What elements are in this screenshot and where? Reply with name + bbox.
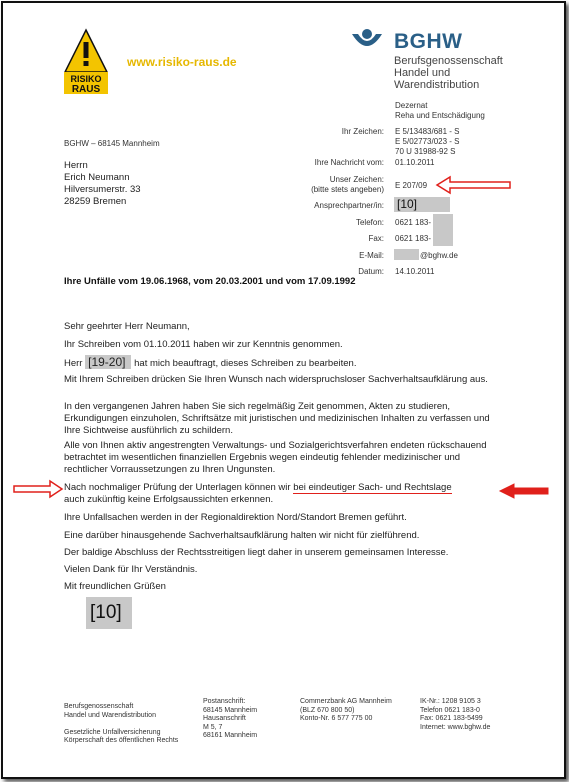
- dept-name: Reha und Entschädigung: [395, 111, 485, 120]
- nachricht-value: 01.10.2011: [395, 158, 435, 167]
- paragraph-8: Eine darüber hinausgehende Sachverhaltsaufklärung halten wir nicht für zielführend.: [64, 530, 420, 541]
- ihr-zeichen-2: E 5/02773/023 - S: [395, 137, 460, 146]
- ihr-zeichen-3: 70 U 31988-92 S: [395, 147, 456, 156]
- underlined-phrase: bei eindeutiger Sach- und Rechtslage: [293, 482, 452, 493]
- footer-bank: Commerzbank AG Mannheim (BLZ 670 800 50) Konto-Nr. 6 577 775 00: [300, 698, 392, 722]
- fax-label: Fax:: [368, 234, 384, 243]
- org-subtitle: Berufsgenossenschaft Handel und Warendistribution: [394, 55, 503, 91]
- paragraph-6-start: Nach nochmaliger Prüfung der Unterlagen können wir: [64, 482, 294, 493]
- telefon-value: 0621 183-: [395, 218, 432, 227]
- ihr-zeichen-1: E 5/13483/681 - S: [395, 127, 460, 136]
- paragraph-6-end: auch zukünftig keine Erfolgsaussichten erkennen.: [64, 494, 274, 505]
- datum-value: 14.10.2011: [395, 267, 435, 276]
- letter-subject: Ihre Unfälle vom 19.06.1968, vom 20.03.2001 und vom 17.09.1992: [64, 276, 356, 287]
- ihr-zeichen-label: Ihr Zeichen:: [341, 127, 384, 136]
- paragraph-3: Mit Ihrem Schreiben drücken Sie Ihren Wunsch nach widerspruchsloser Sachverhaltsaufklärung aus.: [64, 374, 488, 385]
- unser-zeichen-hint: (bitte stets angeben): [311, 185, 384, 194]
- datum-label: Datum:: [358, 267, 384, 276]
- dept-title: Dezernat: [395, 101, 428, 110]
- org-name: BGHW: [394, 30, 463, 53]
- closing: Mit freundlichen Grüßen: [64, 581, 166, 592]
- name-redacted: [19-20]: [85, 355, 131, 369]
- paragraph-1: Ihr Schreiben vom 01.10.2011 haben wir zur Kenntnis genommen.: [64, 339, 343, 350]
- signature-redacted: [10]: [86, 597, 132, 629]
- recipient-salutation: Herrn: [64, 160, 88, 171]
- footer-address: Postanschrift: 68145 Mannheim Hausanschrift M 5, 7 68161 Mannheim: [203, 698, 258, 739]
- recipient-city: 28259 Bremen: [64, 196, 127, 207]
- arrow-unser-zeichen: [437, 177, 510, 193]
- telefon-label: Telefon:: [355, 218, 384, 227]
- greeting: Sehr geehrter Herr Neumann,: [64, 321, 190, 332]
- email-label: E-Mail:: [359, 251, 384, 260]
- ansprech-redacted: [10]: [394, 197, 450, 212]
- email-value: @bghw.de: [420, 251, 458, 260]
- paragraph-10: Vielen Dank für Ihr Verständnis.: [64, 564, 198, 575]
- logo-text-1: RISIKO: [70, 74, 102, 84]
- return-address: BGHW – 68145 Mannheim: [64, 139, 160, 148]
- logo-text-2: RAUS: [71, 84, 101, 94]
- unser-zeichen-value: E 207/09: [395, 181, 428, 190]
- website-url: www.risiko-raus.de: [127, 55, 237, 69]
- paragraph-5: Alle von Ihnen aktiv angestrengten Verwaltungs- und Sozialgerichtsverfahren endeten rückschauend betrachtet im wesentlichen finanziellen Ergebnis wegen eindeutig fehlender medizinischer und rechtlicher Vorraussetzungen zu Ihren Ungunsten.: [64, 440, 487, 475]
- paragraph-9: Der baldige Abschluss der Rechtsstreitigen liegt daher in unserem gemeinsamen Interesse.: [64, 547, 449, 558]
- unser-zeichen-label: Unser Zeichen:: [329, 175, 384, 184]
- recipient-name: Erich Neumann: [64, 172, 130, 183]
- fax-value: 0621 183-: [395, 234, 432, 243]
- arrow-left-margin: [14, 481, 62, 497]
- footer-contact: IK-Nr.: 1208 9105 3 Telefon 0621 183-0 Fax: 0621 183-5499 Internet: www.bghw.de: [420, 698, 491, 731]
- paragraph-2-end: hat mich beauftragt, dieses Schreiben zu bearbeiten.: [134, 358, 357, 369]
- paragraph-7: Ihre Unfallsachen werden in der Regionaldirektion Nord/Standort Bremen geführt.: [64, 512, 407, 523]
- footer-org: Berufsgenossenschaft Handel und Warendistribution Gesetzliche Unfallversicherung Körperschaft des öffentlichen Rechts: [64, 703, 179, 744]
- recipient-street: Hilversumerstr. 33: [64, 184, 141, 195]
- paragraph-2-start: Herr: [64, 358, 83, 369]
- arrow-right-margin: [500, 484, 548, 498]
- paragraph-4: In den vergangenen Jahren haben Sie sich regelmäßig Zeit genommen, Akten zu studieren, Erkundigungen einzuholen, Schriftsätze mit juristischen und medizinischen Inhalten zu verfassen und Ihre Sichtweise ausführlich zu schildern.: [64, 401, 490, 436]
- nachricht-label: Ihre Nachricht vom:: [314, 158, 384, 167]
- ansprech-label: Ansprechpartner/in:: [314, 201, 384, 210]
